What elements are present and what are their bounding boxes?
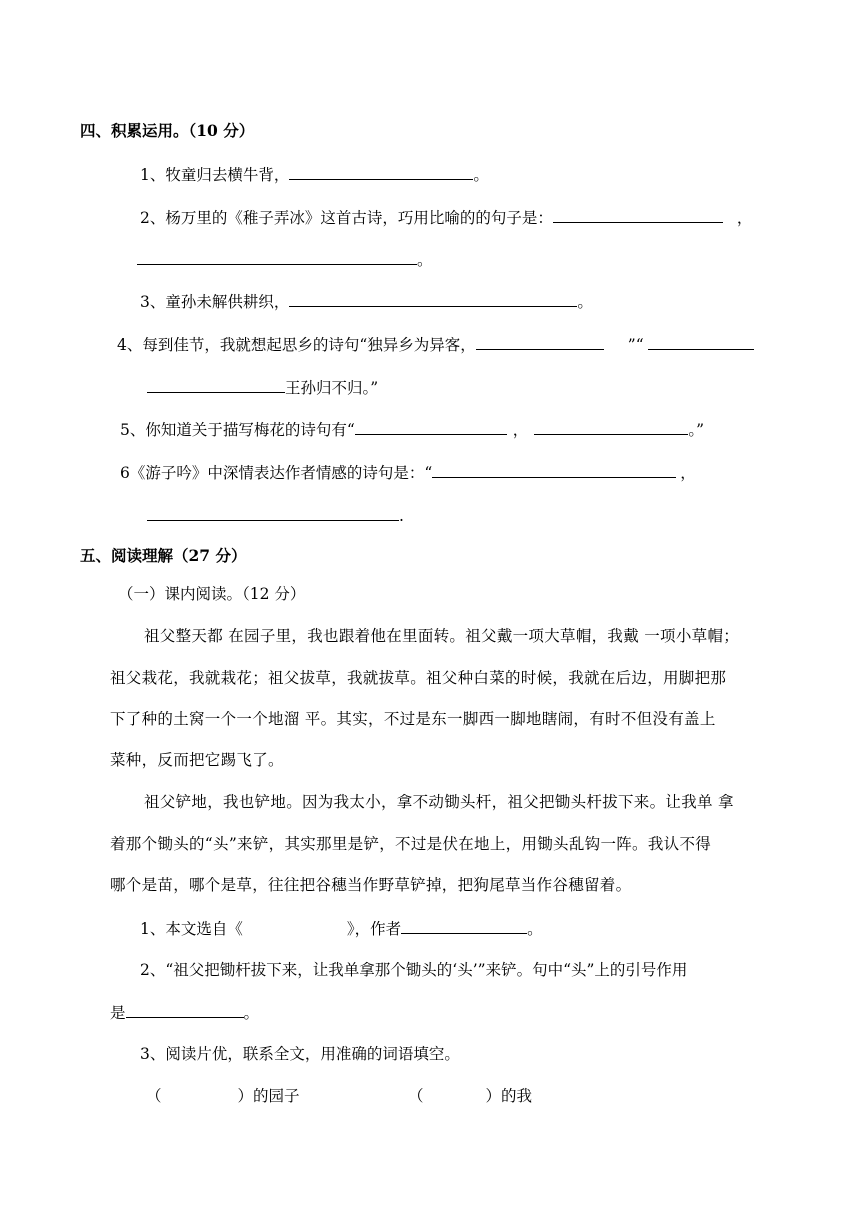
answer-blank[interactable] — [648, 333, 754, 350]
answer-blank[interactable] — [424, 1085, 486, 1101]
question-text: 6《游子吟》中深情表达作者情感的诗句是：“ — [120, 464, 433, 482]
answer-blank[interactable] — [126, 1001, 244, 1018]
question-text: 1、牧童归去横牛背， — [140, 166, 290, 184]
passage-line: 着那个锄头的“头”来铲，其实那里是铲，不过是伏在地上，用锄头乱钩一阵。我认不得 — [110, 835, 712, 853]
answer-blank[interactable] — [289, 163, 473, 180]
question-5-1: 1、本文选自《 》，作者 。 — [140, 917, 543, 940]
answer-blank[interactable] — [289, 290, 577, 307]
answer-blank[interactable] — [432, 461, 676, 478]
answer-blank[interactable] — [476, 333, 604, 350]
question-5-2: 2、“祖父把锄杆拔下来，让我单拿那个锄头的‘头’”来铲。句中“头”上的引号作用 — [140, 961, 688, 979]
passage-line: 祖父整天都 在园子里，我也跟着他在里面转。祖父戴一项大草帽，我戴 一项小草帽； — [144, 627, 740, 645]
passage-line: 祖父栽花，我就栽花；祖父拔草，我就拔草。祖父种白菜的时候，我就在后边，用脚把那 — [110, 669, 727, 687]
question-4-5: 5、你知道关于描写梅花的诗句有“ ， 。” — [120, 418, 704, 441]
subsection-heading: （一）课内阅读。（12 分） — [118, 585, 306, 603]
answer-blank[interactable] — [401, 917, 527, 934]
passage-line: 菜种，反而把它踢飞了。 — [110, 751, 284, 769]
answer-blank[interactable] — [137, 248, 417, 265]
question-4-1: 1、牧童归去横牛背， 。 — [140, 163, 489, 186]
question-4-6: 6《游子吟》中深情表达作者情感的诗句是：“ ， — [120, 461, 696, 484]
fill-item-garden: （ ）的园子 — [146, 1087, 300, 1105]
question-4-4: 4、每到佳节，我就想起思乡的诗句“独异乡为异客， ”“ — [117, 333, 754, 356]
question-4-2-cont: 。 — [137, 248, 433, 271]
section-5-heading: 五、阅读理解（27 分） — [80, 546, 247, 565]
question-text: 3、童孙未解供耕织， — [140, 293, 290, 311]
answer-blank[interactable] — [355, 418, 507, 435]
passage-line: 哪个是苗，哪个是草，往往把谷穗当作野草铲掉，把狗尾草当作谷穗留着。 — [110, 876, 632, 894]
question-4-6-cont: . — [147, 504, 404, 527]
answer-blank[interactable] — [534, 418, 688, 435]
answer-blank[interactable] — [243, 918, 347, 934]
passage-line: 下了种的土窝一个一个地溜 平。其实，不过是东一脚西一脚地瞎闹，有时不但没有盖上 — [110, 710, 716, 728]
question-text: 4、每到佳节，我就想起思乡的诗句“独异乡为异客， — [117, 336, 476, 354]
answer-blank[interactable] — [147, 376, 285, 393]
fill-item-me: （ ）的我 — [408, 1087, 533, 1105]
question-text: 1、本文选自《 — [140, 920, 243, 938]
answer-blank[interactable] — [147, 504, 399, 521]
question-text: 2、杨万里的《稚子弄冰》这首古诗，巧用比喻的的句子是： — [140, 209, 553, 227]
question-text: 5、你知道关于描写梅花的诗句有“ — [120, 421, 355, 439]
question-4-4-cont: 王孙归不归。” — [147, 376, 378, 399]
question-4-3: 3、童孙未解供耕织， 。 — [140, 290, 593, 313]
answer-blank[interactable] — [553, 206, 723, 223]
section-4-heading: 四、积累运用。（10 分） — [80, 121, 255, 140]
question-4-2: 2、杨万里的《稚子弄冰》这首古诗，巧用比喻的的句子是： ， — [140, 206, 752, 229]
question-5-3: 3、阅读片优，联系全文，用准确的词语填空。 — [140, 1045, 460, 1063]
question-5-2-cont: 是 。 — [110, 1001, 259, 1024]
answer-blank[interactable] — [162, 1085, 238, 1101]
passage-line: 祖父铲地，我也铲地。因为我太小，拿不动锄头杆，祖父把锄头杆拔下来。让我单 拿 — [144, 793, 734, 811]
